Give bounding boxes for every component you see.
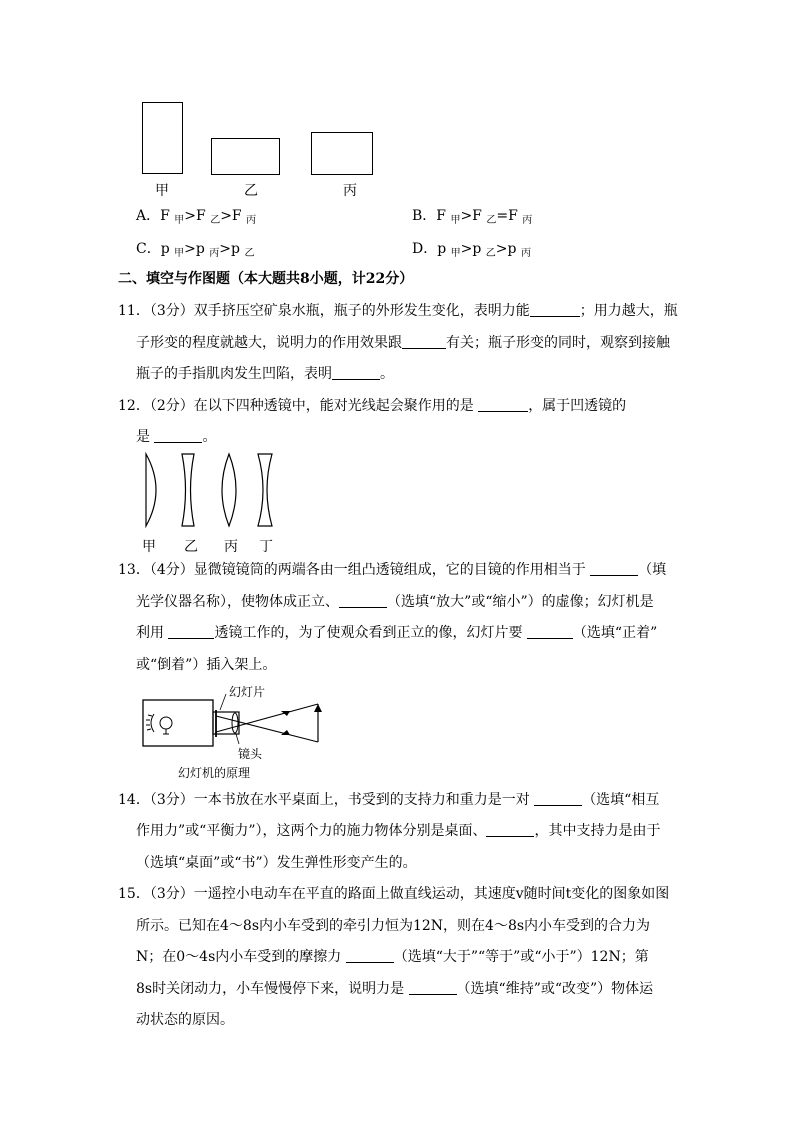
q13-blank-4[interactable] bbox=[527, 624, 573, 639]
q14-line-1: 14．（3分）一本书放在水平桌面上，书受到的支持力和重力是一对 （选填“相互 bbox=[118, 792, 660, 808]
q13-line-4: 或“倒着”）插入架上。 bbox=[136, 657, 277, 673]
lens-label-yi: 乙 bbox=[184, 539, 198, 555]
q15-blank-3[interactable] bbox=[409, 980, 457, 995]
block-jia bbox=[142, 102, 183, 174]
q15-blank-2[interactable] bbox=[346, 948, 394, 963]
q15-line-5: 动状态的原因。 bbox=[136, 1012, 234, 1028]
projector-caption: 幻灯机的原理 bbox=[178, 766, 251, 780]
projector-slide-label: 幻灯片 bbox=[229, 685, 266, 699]
q13-blank-3[interactable] bbox=[168, 624, 214, 639]
section-2-title: 二、填空与作图题（本大题共8小题，计22分） bbox=[118, 271, 414, 287]
q11-line-3: 瓶子的手指肌肉发生凹陷，表明 。 bbox=[136, 366, 394, 382]
q14-line-2: 作用力”或“平衡力”），这两个力的施力物体分别是桌面、 ，其中支持力是由于 bbox=[136, 823, 661, 839]
q12-line-1: 12．（2分）在以下四种透镜中，能对光线起会聚作用的是 ，属于凹透镜的 bbox=[118, 398, 627, 414]
q15-line-4: 8s时关闭动力，小车慢慢停下来，说明力是 （选填“维持”或“改变”）物体运 bbox=[136, 981, 654, 997]
lamp-icon bbox=[146, 714, 172, 734]
q12-line-2: 是 。 bbox=[136, 429, 217, 445]
q13-blank-2[interactable] bbox=[339, 593, 387, 608]
q14-blank-1[interactable] bbox=[534, 791, 582, 806]
q13-line-1: 13．（4分）显微镜镜筒的两端各由一组凸透镜组成，它的目镜的作用相当于 （填 bbox=[118, 562, 667, 578]
q13-blank-1[interactable] bbox=[590, 561, 638, 576]
lens-yi bbox=[182, 454, 194, 526]
q12-blank-1[interactable] bbox=[478, 397, 528, 412]
q13-line-3: 利用 透镜工作的，为了使观众看到正立的像，幻灯片要 （选填“正着” bbox=[136, 625, 658, 641]
option-d[interactable]: D．p $_甲$>p $_乙$>p $_丙$ bbox=[412, 241, 531, 259]
lens-leader bbox=[236, 734, 239, 744]
q14-blank-2[interactable] bbox=[486, 822, 534, 837]
lens-label-ding: 丁 bbox=[259, 539, 273, 555]
lens-jia bbox=[146, 454, 156, 526]
q11-blank-1[interactable] bbox=[530, 302, 580, 317]
block-yi-label: 乙 bbox=[244, 183, 258, 199]
lens-figure bbox=[140, 450, 280, 530]
projector-body bbox=[143, 700, 213, 746]
lens-label-jia: 甲 bbox=[142, 539, 156, 555]
block-bing bbox=[311, 132, 373, 175]
lens-ding bbox=[258, 454, 272, 526]
option-c[interactable]: C．p $_甲$>p $_丙$>p $_乙$ bbox=[136, 241, 255, 259]
block-bing-label: 丙 bbox=[343, 183, 357, 199]
ray-1 bbox=[216, 716, 318, 742]
option-a[interactable]: A．F $_甲$>F $_乙$>F $_丙$ bbox=[136, 208, 257, 226]
block-jia-label: 甲 bbox=[155, 183, 169, 199]
q14-line-3: （选填“桌面”或“书”）发生弹性形变产生的。 bbox=[136, 855, 417, 871]
option-b[interactable]: B．F $_甲$>F $_乙$=F $_丙$ bbox=[412, 208, 533, 226]
lens-label-bing: 丙 bbox=[224, 539, 238, 555]
q15-line-1: 15．（3分）一遥控小电动车在平直的路面上做直线运动，其速度v随时间t变化的图象如图 bbox=[118, 886, 670, 902]
block-yi bbox=[211, 138, 280, 175]
q15-line-2: 所示。已知在4～8s内小车受到的牵引力恒为12N，则在4～8s内小车受到的合力为 bbox=[136, 918, 651, 934]
projector-lens bbox=[232, 713, 238, 733]
lens-bing bbox=[222, 454, 236, 526]
ray-2 bbox=[216, 704, 318, 732]
q11-blank-3[interactable] bbox=[332, 365, 380, 380]
q11-line-1: 11．（3分）双手挤压空矿泉水瓶，瓶子的外形发生变化，表明力能 ；用力越大，瓶 bbox=[118, 303, 678, 319]
q11-blank-2[interactable] bbox=[402, 334, 446, 349]
slide-leader bbox=[220, 694, 226, 710]
projector-lens-label: 镜头 bbox=[238, 747, 263, 761]
q11-line-2: 子形变的程度就越大，说明力的作用效果跟 有关；瓶子形变的同时，观察到接触 bbox=[136, 335, 670, 351]
q15-line-3: N；在0～4s内小车受到的摩擦力 （选填“大于”“等于”或“小于”）12N；第 bbox=[136, 949, 649, 965]
q12-blank-2[interactable] bbox=[154, 428, 202, 443]
q13-line-2: 光学仪器名称），使物体成正立、 （选填“放大”或“缩小”）的虚像；幻灯机是 bbox=[136, 594, 654, 610]
